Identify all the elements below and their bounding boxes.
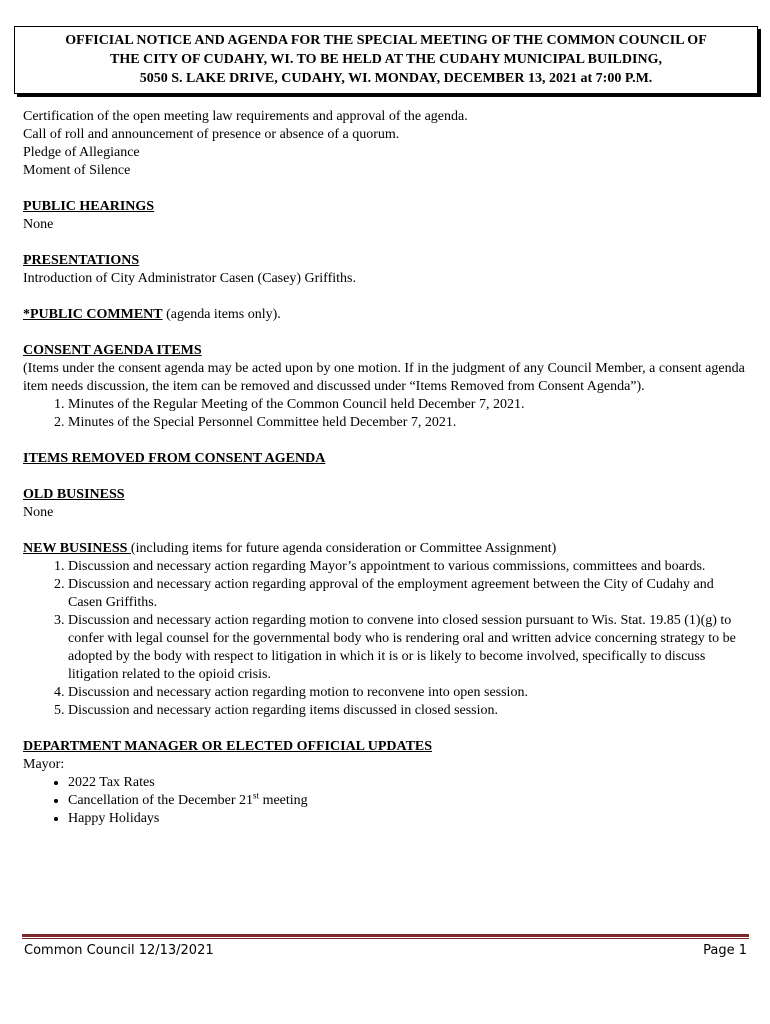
public-hearings-heading: PUBLIC HEARINGS xyxy=(23,199,155,214)
consent-agenda-heading: CONSENT AGENDA ITEMS xyxy=(23,343,202,358)
presentations-body: Introduction of City Administrator Casen (Casey) Griffiths. xyxy=(23,271,356,286)
list-item: 5. Discussion and necessary action regarding items discussed in closed session. xyxy=(68,702,748,720)
opening-item: Certification of the open meeting law requirements and approval of the agenda. xyxy=(23,109,468,124)
items-removed-section xyxy=(23,450,748,468)
mayor-label: Mayor: xyxy=(23,757,65,772)
opening-items xyxy=(23,108,748,180)
mayor-updates-list xyxy=(23,774,748,828)
list-item: 1. Discussion and necessary action regarding Mayor’s appointment to various commissions, committees and boards. xyxy=(68,558,748,576)
title-line-1: OFFICIAL NOTICE AND AGENDA FOR THE SPECIAL MEETING OF THE COMMON COUNCIL OF xyxy=(65,33,707,48)
old-business-heading: OLD BUSINESS xyxy=(23,487,125,502)
list-item: 1. Minutes of the Regular Meeting of the Common Council held December 7, 2021. xyxy=(68,396,748,414)
items-removed-heading: ITEMS REMOVED FROM CONSENT AGENDA xyxy=(23,451,326,466)
new-business-section xyxy=(23,540,748,720)
new-business-heading: NEW BUSINESS xyxy=(23,541,131,556)
list-item: • Happy Holidays xyxy=(68,810,748,828)
new-business-note: (including items for future agenda consideration or Committee Assignment) xyxy=(130,541,557,556)
footer-page-number: Page 1 xyxy=(703,943,747,958)
public-hearings-body: None xyxy=(23,217,54,232)
cancellation-text: Cancellation of the December 21 xyxy=(68,793,254,808)
list-item: • 2022 Tax Rates xyxy=(68,774,748,792)
cancellation-text-end: meeting xyxy=(259,793,308,808)
list-item xyxy=(68,792,748,810)
agenda-body xyxy=(23,108,748,828)
footer-document-label: Common Council 12/13/2021 xyxy=(24,943,214,958)
consent-agenda-section xyxy=(23,342,748,432)
consent-agenda-intro: (Items under the consent agenda may be acted upon by one motion. If in the judgment of any Council Member, a consent agenda item needs discussion, the item can be removed and discussed under “Items Removed from Consent Agenda”). xyxy=(23,361,745,394)
old-business-section xyxy=(23,486,748,522)
new-business-list xyxy=(23,558,748,720)
title-line-2: THE CITY OF CUDAHY, WI. TO BE HELD AT THE CUDAHY MUNICIPAL BUILDING, xyxy=(110,52,662,67)
updates-heading: DEPARTMENT MANAGER OR ELECTED OFFICIAL UPDATES xyxy=(23,739,433,754)
old-business-body: None xyxy=(23,505,54,520)
presentations-heading: PRESENTATIONS xyxy=(23,253,140,268)
list-item: 2. Minutes of the Special Personnel Committee held December 7, 2021. xyxy=(68,414,748,432)
opening-item: Call of roll and announcement of presence or absence of a quorum. xyxy=(23,127,400,142)
list-item: 3. Discussion and necessary action regarding motion to convene into closed session pursuant to Wis. Stat. 19.85 (1)(g) to confer with legal counsel for the governmental body who is rendering oral and written advice concerning strategy to be adopted by the body with respect to litigation in which it is or is likely to become involved, specifically to discuss litigation related to the opioid crisis. xyxy=(68,612,748,684)
ordinal-suffix: st xyxy=(253,790,260,801)
public-comment-section xyxy=(23,306,748,324)
opening-item: Moment of Silence xyxy=(23,163,131,178)
footer-divider xyxy=(22,934,749,937)
public-comment-note: (agenda items only). xyxy=(162,307,281,322)
presentations-section xyxy=(23,252,748,288)
agenda-title-box xyxy=(14,26,758,94)
updates-section xyxy=(23,738,748,828)
opening-item: Pledge of Allegiance xyxy=(23,145,140,160)
consent-agenda-list xyxy=(23,396,748,432)
list-item: 4. Discussion and necessary action regarding motion to reconvene into open session. xyxy=(68,684,748,702)
footer-divider-thin xyxy=(22,938,749,939)
list-item: 2. Discussion and necessary action regarding approval of the employment agreement between the City of Cudahy and Casen Griffiths. xyxy=(68,576,748,612)
public-hearings-section xyxy=(23,198,748,234)
public-comment-heading: *PUBLIC COMMENT xyxy=(23,307,163,322)
title-line-3: 5050 S. LAKE DRIVE, CUDAHY, WI. MONDAY, DECEMBER 13, 2021 at 7:00 P.M. xyxy=(139,71,653,86)
